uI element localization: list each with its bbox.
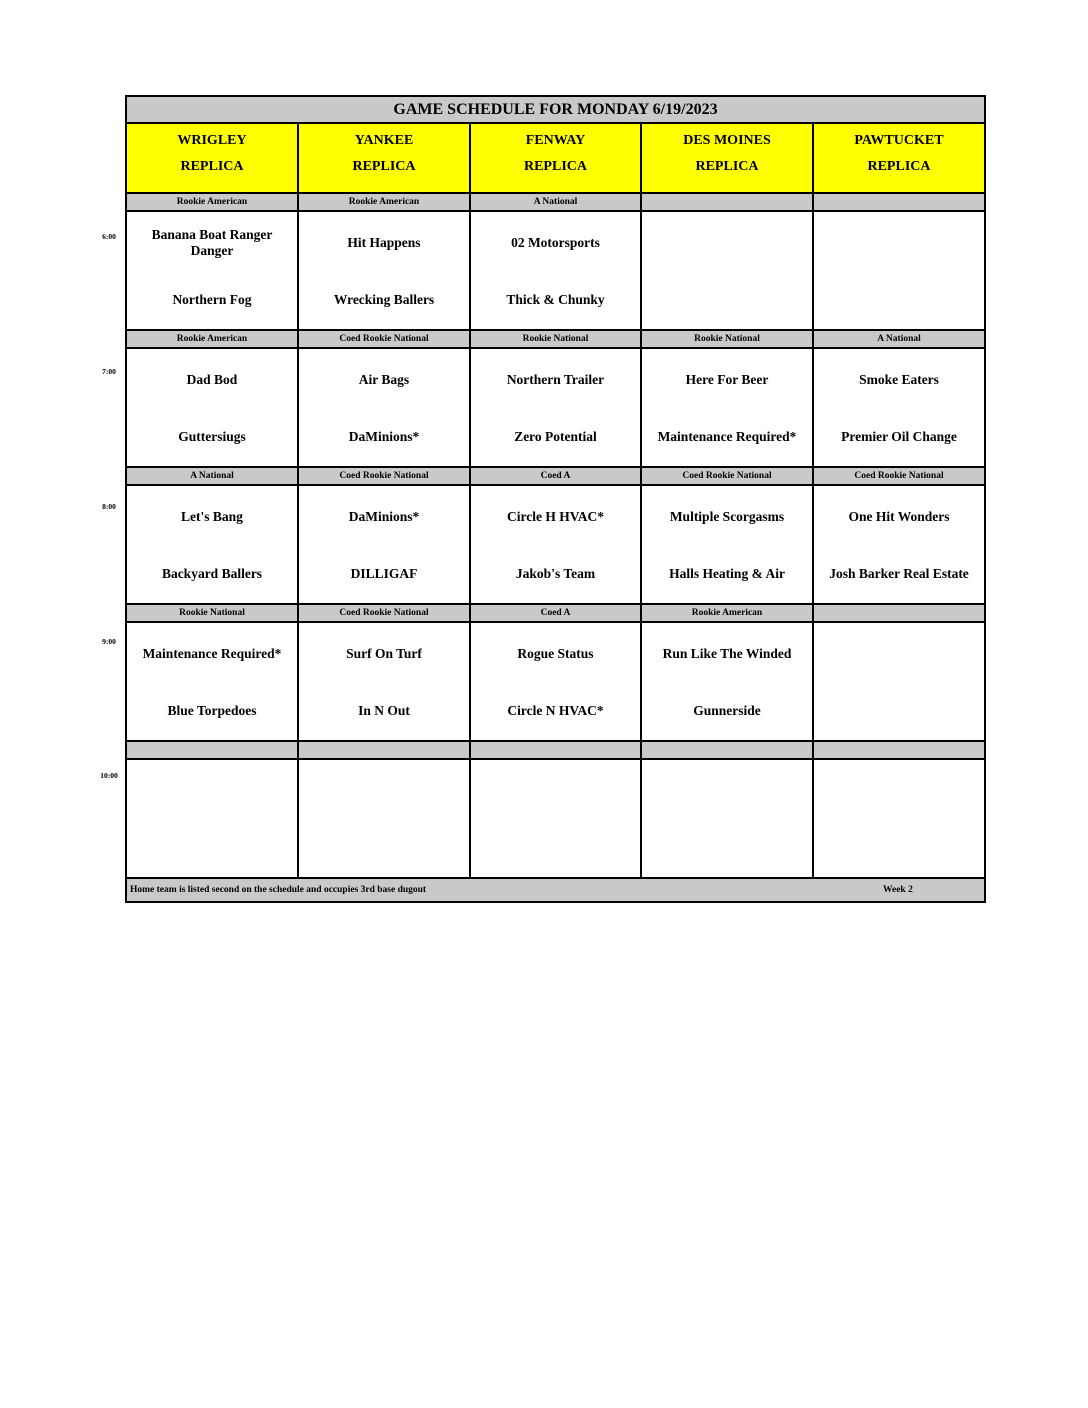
home-team (818, 284, 980, 316)
division-label (642, 742, 814, 758)
game-cell (642, 760, 814, 877)
week-label: Week 2 (883, 885, 913, 895)
game-cell (642, 486, 814, 603)
away-team: Northern Trailer (506, 372, 605, 387)
away-team: Dad Bod (186, 372, 238, 387)
field-name: WRIGLEY (177, 133, 247, 148)
division-label (127, 742, 299, 758)
home-team (303, 832, 465, 864)
away-team (475, 774, 636, 808)
away-team (646, 774, 808, 808)
division-label: Rookie American (299, 194, 471, 210)
division-label: Rookie National (127, 605, 299, 621)
division-label: Coed Rookie National (854, 471, 944, 481)
game-cell (642, 349, 814, 466)
home-team: Northern Fog (172, 292, 252, 307)
home-team: Thick & Chunky (506, 292, 605, 307)
away-team: Maintenance Required* (142, 646, 282, 661)
away-team: Circle H HVAC* (507, 509, 604, 524)
division-label (814, 742, 984, 758)
division-label (814, 194, 984, 210)
time-label-7: 7:00 (102, 367, 116, 376)
away-team: Multiple Scorgasms (669, 509, 785, 524)
away-team: Hit Happens (347, 235, 421, 250)
away-team: DaMinions* (348, 509, 420, 524)
division-label: Coed Rookie National (299, 468, 471, 484)
field-sub: REPLICA (695, 159, 759, 174)
home-team: Guttersiugs (178, 429, 246, 444)
home-team: In N Out (358, 703, 410, 718)
game-cell (642, 212, 814, 329)
game-row (127, 349, 984, 468)
game-cell (814, 212, 984, 329)
away-team (303, 774, 465, 808)
field-header-des-moines (642, 124, 814, 192)
home-team: Backyard Ballers (161, 566, 263, 581)
home-team: Gunnerside (693, 703, 761, 718)
field-header-wrigley (127, 124, 299, 192)
home-team: DaMinions* (348, 429, 420, 444)
time-label-9: 9:00 (102, 637, 116, 646)
away-team: Let's Bang (181, 509, 243, 524)
game-cell (299, 486, 471, 603)
away-team: Smoke Eaters (859, 372, 939, 387)
division-label: Coed A (471, 468, 642, 484)
game-cell (299, 349, 471, 466)
time-label-8: 8:00 (102, 502, 116, 511)
division-label: Coed A (471, 605, 642, 621)
division-label (814, 605, 984, 621)
game-cell (299, 760, 471, 877)
away-team (818, 226, 980, 260)
time-label-6: 6:00 (102, 232, 116, 241)
game-cell (127, 486, 299, 603)
game-cell (127, 623, 299, 740)
field-sub: REPLICA (352, 159, 416, 174)
division-label (299, 742, 471, 758)
division-label: A National (471, 194, 642, 210)
away-team: Air Bags (358, 372, 410, 387)
game-cell (642, 623, 814, 740)
field-sub: REPLICA (867, 159, 931, 174)
schedule-title: GAME SCHEDULE FOR MONDAY 6/19/2023 (127, 97, 984, 124)
game-cell (814, 623, 984, 740)
game-cell (471, 212, 642, 329)
away-team (131, 774, 293, 808)
field-header-fenway (471, 124, 642, 192)
home-team (818, 832, 980, 864)
division-label: Rookie National (642, 331, 814, 347)
division-row (127, 605, 984, 623)
field-header-pawtucket (814, 124, 984, 192)
game-cell (127, 212, 299, 329)
away-team: Run Like The Winded (662, 646, 792, 661)
division-label: A National (127, 468, 299, 484)
game-cell (127, 760, 299, 877)
game-cell (471, 760, 642, 877)
division-label: Coed Rookie National (299, 605, 471, 621)
game-row (127, 486, 984, 605)
field-name: PAWTUCKET (854, 133, 944, 148)
field-name: DES MOINES (683, 133, 771, 148)
game-cell (127, 349, 299, 466)
division-label: A National (877, 334, 921, 344)
home-team: Jakob's Team (515, 566, 596, 581)
away-team (818, 637, 980, 671)
home-team: DILLIGAF (350, 566, 418, 581)
field-header-yankee (299, 124, 471, 192)
home-team: Circle N HVAC* (507, 703, 604, 718)
field-sub: REPLICA (180, 159, 244, 174)
away-team: One Hit Wonders (848, 509, 950, 524)
field-sub: REPLICA (523, 159, 587, 174)
game-cell (814, 760, 984, 877)
division-label: Rookie American (127, 331, 299, 347)
division-row (127, 468, 984, 486)
division-label: Coed Rookie National (299, 331, 471, 347)
game-cell (814, 486, 984, 603)
game-row (127, 623, 984, 742)
division-label: Rookie American (642, 605, 814, 621)
home-team (475, 832, 636, 864)
away-team: 02 Motorsports (511, 235, 600, 250)
schedule-footer (127, 879, 984, 901)
game-schedule-table (125, 95, 986, 903)
game-cell (471, 623, 642, 740)
field-name: FENWAY (525, 133, 586, 148)
away-team: Banana Boat Ranger Danger (151, 227, 273, 258)
home-team: Premier Oil Change (841, 429, 957, 444)
division-label: Rookie American (127, 194, 299, 210)
field-name: YANKEE (354, 133, 414, 148)
away-team: Rogue Status (517, 646, 594, 661)
field-header-row (127, 124, 984, 194)
time-label-10: 10:00 (100, 771, 118, 780)
division-label: Coed Rookie National (642, 468, 814, 484)
away-team: Surf On Turf (346, 646, 422, 661)
home-team: Blue Torpedoes (167, 703, 257, 718)
home-team: Zero Potential (514, 429, 597, 444)
division-label: Rookie National (471, 331, 642, 347)
home-team (646, 832, 808, 864)
home-team: Maintenance Required* (657, 429, 797, 444)
game-cell (299, 212, 471, 329)
game-cell (471, 486, 642, 603)
division-row (127, 742, 984, 760)
game-cell (814, 349, 984, 466)
away-team (646, 226, 808, 260)
home-team-note: Home team is listed second on the schedule and occupies 3rd base dugout (130, 885, 427, 895)
away-team (818, 774, 980, 808)
game-cell (299, 623, 471, 740)
division-label (471, 742, 642, 758)
home-team (131, 832, 293, 864)
home-team (818, 695, 980, 727)
home-team: Josh Barker Real Estate (829, 566, 969, 581)
game-row (127, 212, 984, 331)
division-row (127, 331, 984, 349)
away-team: Here For Beer (685, 372, 769, 387)
division-label (642, 194, 814, 210)
home-team: Wrecking Ballers (333, 292, 435, 307)
division-row (127, 194, 984, 212)
home-team: Halls Heating & Air (669, 566, 785, 581)
game-row (127, 760, 984, 879)
game-cell (471, 349, 642, 466)
home-team (646, 284, 808, 316)
